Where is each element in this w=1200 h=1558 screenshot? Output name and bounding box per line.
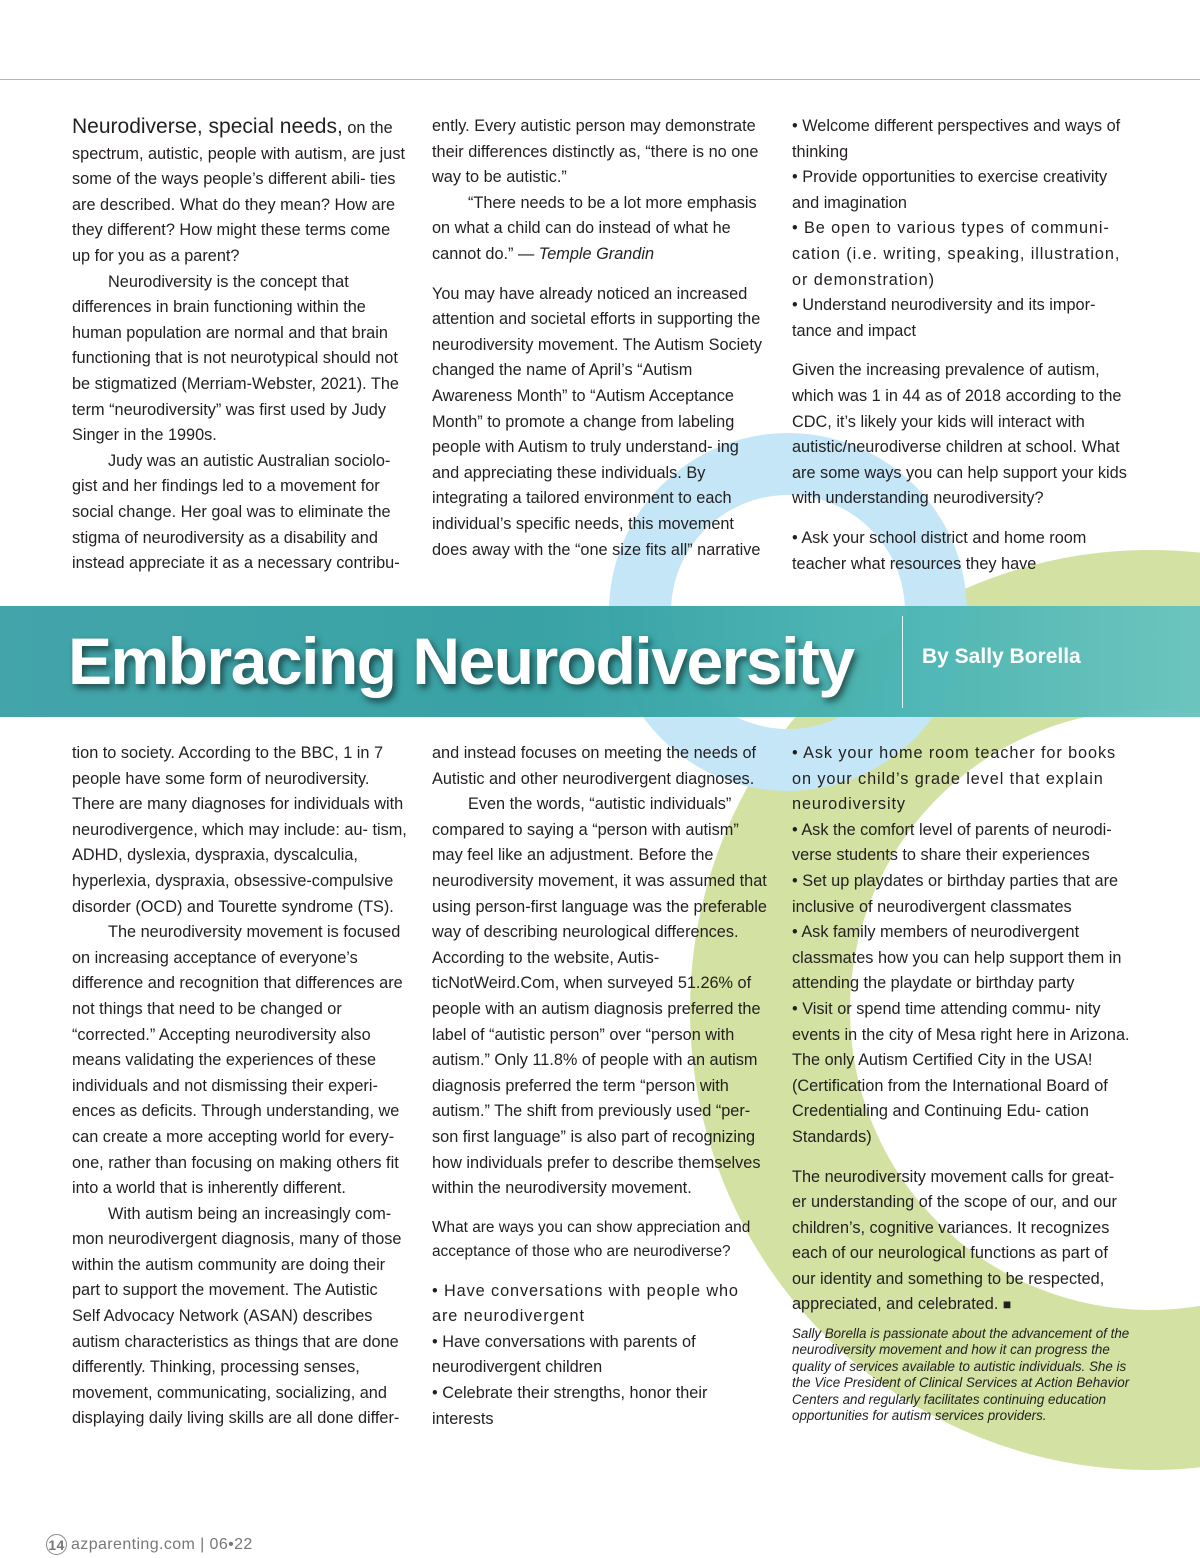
bullet-item: • Have conversations with parents of neurodivergent children — [432, 1332, 696, 1377]
closing-paragraph: The neurodiversity movement calls for great- er understanding of the scope of our, and our children’s, cognitive variances. It recognizes each of our neurological functions as part of our identity and something to be respected, appreciated, and celebrated. ■ — [792, 1167, 1117, 1314]
bullet-item: • Ask the comfort level of parents of neurodi- verse students to share their experiences — [792, 820, 1112, 865]
title-divider — [902, 616, 903, 708]
bullet-item: • Have conversations with people who are neurodivergent — [432, 1281, 739, 1326]
bullet-item: • Set up playdates or birthday parties that are inclusive of neurodivergent classmates — [792, 871, 1119, 916]
intro-paragraph: Neurodiverse, special needs, on the spectrum, autistic, people with autism, are just some of the ways people’s different abili- ties are described. What do they mean? How are they different? How might these terms come up for you as a parent? — [72, 115, 406, 265]
top-column-3 — [792, 114, 1130, 577]
lead-in-text: Neurodiverse, special needs, — [72, 115, 343, 138]
bottom-column-1 — [72, 741, 408, 1432]
paragraph: You may have already noticed an increased attention and societal efforts in supporting the neurodiversity movement. The Autism Society changed the name of April’s “Autism Awareness Month” to “Autism Acceptance Month” to promote a change from labeling people with Autism to truly understand- ing and appreciating these individuals. By integrating a tailored environment to each individual’s specific needs, this movement does away with the “one size fits all” narrative — [432, 284, 762, 559]
bullet-item: • Be open to various types of communi- cation (i.e. writing, speaking, illustration, or demonstration) — [792, 219, 1121, 289]
paragraph: and instead focuses on meeting the needs of Autistic and other neurodivergent diagnoses. — [432, 744, 757, 788]
question-paragraph: What are ways you can show appreciation and acceptance of those who are neurodiverse? — [432, 1218, 751, 1261]
quote-author: Temple Grandin — [538, 244, 655, 263]
footer-text: azparenting.com | 06•22 — [71, 1535, 253, 1553]
article-title: Embracing Neurodiversity — [68, 624, 854, 698]
page-footer — [46, 1534, 253, 1555]
pull-quote: “There needs to be a lot more emphasis on what a child can do instead of what he cannot do.” — Temple Grandin — [432, 193, 757, 263]
bullet-item: • Ask your school district and home room teacher what resources they have — [792, 528, 1087, 573]
page-number-badge: 14 — [46, 1534, 67, 1555]
paragraph: ently. Every autistic person may demonstrate their differences distinctly as, “there is no one way to be autistic.” — [432, 117, 759, 187]
top-column-1 — [72, 114, 408, 577]
bottom-column-3 — [792, 741, 1130, 1318]
top-rule — [0, 79, 1200, 80]
bullet-item: • Ask your home room teacher for books on your child’s grade level that explain neurodiversity — [792, 744, 1117, 814]
bottom-column-2 — [432, 741, 769, 1432]
paragraph: Neurodiversity is the concept that differences in brain functioning within the human population are normal and that brain functioning that is not neurotypical should not be stigmatized (Merriam-Webster, 2021). The term “neurodiversity” was first used by Judy Singer in the 1990s. — [72, 272, 399, 445]
author-bio: Sally Borella is passionate about the advancement of the neurodiversity movement and how it can progress the quality of services available to autistic individuals. She is the Vice President of Clinical Services at Action Behavior Centers and regularly facilitates continuing education opportunities for autism services providers. — [792, 1326, 1130, 1424]
bullet-item: • Visit or spend time attending commu- nity events in the city of Mesa right here in Arizona. The only Autism Certified City in the USA! (Certification from the International Board of Credentialing and Continuing Edu- cation Standards) — [792, 999, 1130, 1146]
paragraph: tion to society. According to the BBC, 1 in 7 people have some form of neurodiversity. There are many diagnoses for individuals with neurodivergence, which may include: au- tism, ADHD, dyslexia, dyspraxia, dyscalculia, hyperlexia, dyspraxia, obsessive-compulsive disorder (OCD) and Tourette syndrome (TS). — [72, 744, 407, 916]
paragraph: Given the increasing prevalence of autism, which was 1 in 44 as of 2018 according to the CDC, it’s likely your kids will interact with autistic/neurodiverse children at school. What are some ways you can help support your kids with understanding neurodiversity? — [792, 361, 1127, 508]
paragraph: The neurodiversity movement is focused on increasing acceptance of everyone’s difference and recognition that differences are not things that need to be changed or “corrected.” Accepting neurodiversity also means validating the experiences of these individuals and not dismissing their experi- ences as deficits. Through understanding, we can create a more accepting world for every- one, rather than focusing on making others fit into a world that is inherently different. — [72, 923, 403, 1198]
bullet-item: • Celebrate their strengths, honor their interests — [432, 1384, 708, 1428]
end-mark-icon: ■ — [1002, 1296, 1012, 1313]
bullet-item: • Provide opportunities to exercise creativity and imagination — [792, 168, 1108, 212]
top-column-2 — [432, 114, 769, 563]
bullet-item: • Ask family members of neurodivergent classmates how you can help support them in attending the playdate or birthday party — [792, 923, 1122, 993]
paragraph: With autism being an increasingly com- mon neurodivergent diagnosis, many of those within the autism community are doing their part to support the movement. The Autistic Self Advocacy Network (ASAN) describes autism characteristics as things that are done differently. Thinking, processing senses, movement, communicating, socializing, and displaying daily living skills are all done differ- — [72, 1204, 402, 1428]
author-byline: By Sally Borella — [922, 645, 1081, 668]
bullet-item: • Understand neurodiversity and its impor- tance and impact — [792, 296, 1096, 340]
bullet-item: • Welcome different perspectives and ways of thinking — [792, 117, 1121, 161]
paragraph: Judy was an autistic Australian sociolo- gist and her findings led to a movement for social change. Her goal was to eliminate the stigma of neurodiversity as a disability and instead appreciate it as a necessary contribu- — [72, 451, 400, 573]
paragraph: Even the words, “autistic individuals” compared to saying a “person with autism” may feel like an adjustment. Before the neurodiversity movement, it was assumed that using person-first language was the preferable way of describing neurological differences. According to the website, Autis- ticNotWeird.Com, when surveyed 51.26% of people with an autism diagnosis preferred the label of “autistic person” over “person with autism.” Only 11.8% of people with an autism diagnosis preferred the term “person with autism.” The shift from previously used “per- son first language” is also part of recognizing how individuals prefer to describe themselves within the neurodiversity movement. — [432, 795, 767, 1198]
